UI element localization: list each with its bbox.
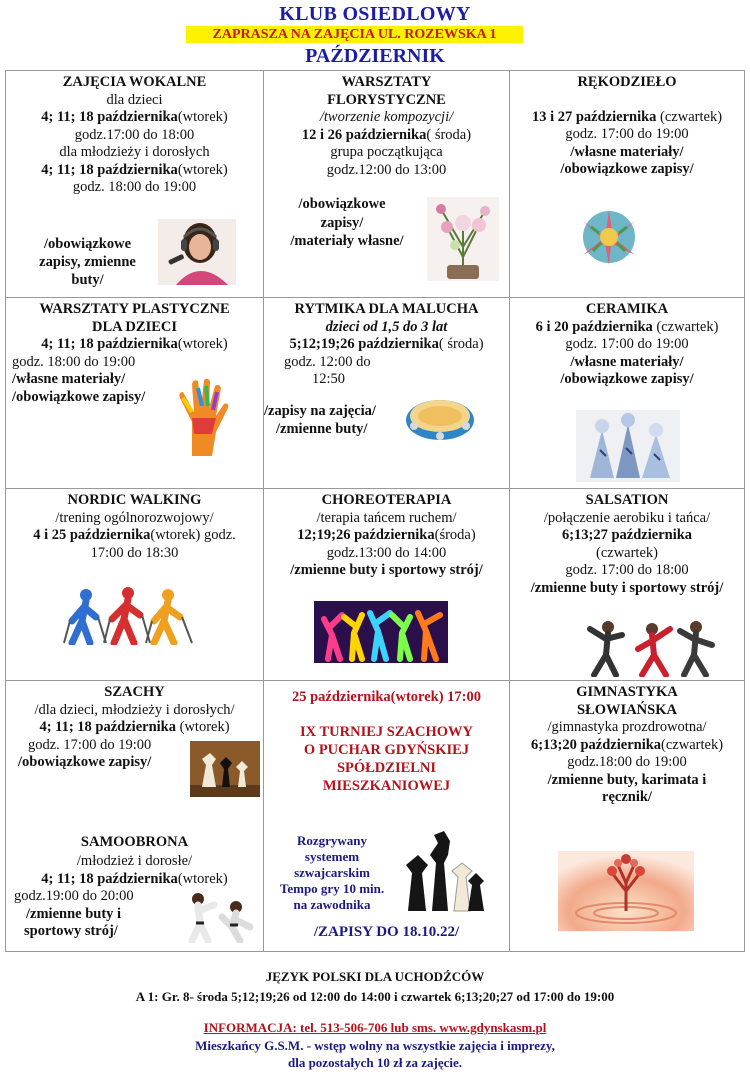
florystyczne-title-2: FLORYSTYCZNE bbox=[327, 91, 446, 108]
florystyczne-note: /obowiązkowe zapisy/ bbox=[298, 196, 386, 231]
language-course-schedule: A 1: Gr. 8- środa 5;12;19;26 od 12:00 do 14:00 i czwartek 6;13;20;27 od 17:00 do 19:00 bbox=[135, 989, 615, 1004]
tambourine-image bbox=[402, 390, 478, 444]
choreo-time: godz.13:00 do 14:00 bbox=[326, 544, 447, 561]
turniej-date: 25 października(wtorek) 17:00 bbox=[291, 689, 482, 705]
cell-plastyczne bbox=[6, 298, 264, 489]
wokalne-audience-kids: dla dzieci bbox=[106, 91, 163, 108]
rekodzielo-materials: /własne materiały/ bbox=[570, 143, 684, 160]
gimnastyka-dates: 6;13;20 października(czwartek) bbox=[530, 736, 724, 753]
gimnastyka-note: /zmienne buty, karimata i bbox=[547, 771, 707, 788]
samoobrona-title: SAMOOBRONA bbox=[80, 834, 189, 850]
rekodzielo-signup: /obowiązkowe zapisy/ bbox=[560, 161, 694, 177]
szachy-time: godz. 17:00 do 19:00 bbox=[28, 736, 152, 753]
free-entry-note: Mieszkańcy G.S.M. - wstęp wolny na wszystkie zajęcia i imprezy, bbox=[195, 1038, 555, 1053]
plastyczne-dates: 4; 11; 18 października(wtorek) bbox=[41, 336, 228, 352]
cell-salsation bbox=[510, 489, 745, 681]
wokalne-note: /obowiązkowe zapisy, zmienne buty/ bbox=[39, 236, 136, 288]
salsation-time: godz. 17:00 do 18:00 bbox=[565, 562, 689, 578]
painted-hand-image bbox=[172, 378, 230, 456]
chess-pieces-image bbox=[190, 741, 260, 797]
cell-szachy-samoobrona bbox=[6, 681, 264, 952]
szachy-signup: /obowiązkowe zapisy/ bbox=[18, 754, 152, 770]
fee-note: dla pozostałych 10 zł za zajęcie. bbox=[287, 1055, 462, 1070]
florystyczne-time: godz.12:00 do 13:00 bbox=[326, 161, 447, 178]
florystyczne-materials: /materiały własne/ bbox=[290, 233, 404, 249]
cell-florystyczne bbox=[264, 71, 510, 298]
turniej-rules: Rozgrywany systemem szwajcarskim Tempo gry 10 min. na zawodnika bbox=[279, 833, 385, 912]
plastyczne-title-2: DLA DZIECI bbox=[91, 318, 177, 335]
salsation-note: /zmienne buty i sportowy strój/ bbox=[530, 579, 724, 596]
plastyczne-details: godz. 18:00 do 19:00 /własne materiały/ /obowiązkowe zapisy/ bbox=[12, 353, 146, 405]
salsation-day: (czwartek) bbox=[596, 544, 658, 561]
wokalne-dates-adults: 4; 11; 18 października(wtorek) bbox=[41, 161, 228, 178]
ceramic-figures-image bbox=[576, 410, 680, 482]
chess-tournament-image bbox=[398, 827, 486, 913]
rekodzielo-title: RĘKODZIEŁO bbox=[577, 74, 677, 90]
ceramika-title: CERAMIKA bbox=[585, 301, 669, 317]
rekodzielo-dates: 13 i 27 października (czwartek) bbox=[531, 108, 723, 125]
nordic-walkers-image bbox=[50, 587, 200, 645]
cell-rytmika bbox=[264, 298, 510, 489]
ceramika-time: godz. 17:00 do 19:00 bbox=[565, 336, 689, 352]
cell-turniej bbox=[264, 681, 510, 952]
gimnastyka-time: godz.18:00 do 19:00 bbox=[567, 754, 687, 770]
rekodzielo-time: godz. 17:00 do 19:00 bbox=[565, 126, 689, 142]
paper-flower-image bbox=[569, 207, 649, 271]
wokalne-dates-kids: 4; 11; 18 października(wtorek) bbox=[41, 109, 228, 125]
wokalne-title: ZAJĘCIA WOKALNE bbox=[62, 74, 207, 90]
choreo-subtitle: /terapia tańcem ruchem/ bbox=[316, 509, 457, 526]
dancers-image bbox=[314, 601, 448, 663]
club-title: KLUB OSIEDLOWY bbox=[279, 3, 471, 25]
rytmika-dates: 5;12;19;26 października( środa) bbox=[289, 336, 484, 352]
choreo-dates: 12;19;26 października(środa) bbox=[297, 527, 476, 543]
rytmika-time: godz. 12:00 do 12:50 bbox=[284, 353, 371, 387]
cell-wokalne bbox=[6, 71, 264, 298]
language-course-title: JĘZYK POLSKI DLA UCHODŹCÓW bbox=[265, 969, 485, 984]
samoobrona-details: /młodzież i dorosłe/ 4; 11; 18 października(wtorek) godz.19:00 do 20:00 /zmienne buty i sportowy strój/ bbox=[14, 853, 228, 939]
salsation-dancers-image bbox=[582, 619, 722, 677]
florystyczne-dates: 12 i 26 października( środa) bbox=[301, 126, 472, 143]
self-defense-image bbox=[178, 887, 256, 943]
nordic-title: NORDIC WALKING bbox=[67, 492, 202, 508]
rytmika-note: /zapisy na zajęcia/ /zmienne buty/ bbox=[264, 403, 376, 437]
rytmika-age: dzieci od 1,5 do 3 lat bbox=[325, 318, 448, 335]
slavic-gymnastics-image bbox=[558, 851, 694, 931]
salsation-subtitle: /połączenie aerobiku i tańca/ bbox=[543, 509, 711, 526]
cell-ceramika bbox=[510, 298, 745, 489]
florystyczne-group: grupa początkująca bbox=[330, 144, 443, 160]
wokalne-time-adults: godz. 18:00 do 19:00 bbox=[72, 179, 197, 195]
ceramika-dates: 6 i 20 października (czwartek) bbox=[535, 318, 719, 335]
florystyczne-title: WARSZTATY bbox=[341, 74, 432, 90]
szachy-title: SZACHY bbox=[104, 684, 165, 700]
szachy-audience: /dla dzieci, młodzieży i dorosłych/ bbox=[34, 701, 235, 718]
month-title: PAŹDZIERNIK bbox=[305, 45, 445, 67]
singer-image bbox=[158, 219, 236, 285]
choreo-note: /zmienne buty i sportowy strój/ bbox=[290, 562, 483, 578]
gimnastyka-note-2: ręcznik/ bbox=[602, 789, 652, 805]
turniej-title: IX TURNIEJ SZACHOWY O PUCHAR GDYŃSKIEJ SPÓŁDZIELNI MIESZKANIOWEJ bbox=[300, 723, 473, 794]
turniej-signup: /ZAPISY DO 18.10.22/ bbox=[313, 924, 460, 940]
gimnastyka-title-2: SŁOWIAŃSKA bbox=[577, 701, 677, 718]
gimnastyka-title: GIMNASTYKA bbox=[576, 684, 678, 700]
ceramika-signup: /obowiązkowe zapisy/ bbox=[560, 371, 694, 387]
cell-nordic bbox=[6, 489, 264, 681]
wokalne-audience-adults: dla młodzieży i dorosłych bbox=[59, 144, 210, 160]
nordic-dates: 4 i 25 października(wtorek) godz. bbox=[33, 527, 236, 543]
plastyczne-title: WARSZTATY PLASTYCZNE bbox=[39, 301, 230, 317]
cell-rekodzielo bbox=[510, 71, 745, 298]
ceramika-materials: /własne materiały/ bbox=[570, 353, 684, 370]
flower-arrangement-image bbox=[427, 197, 499, 281]
cell-gimnastyka bbox=[510, 681, 745, 952]
nordic-time: 17:00 do 18:30 bbox=[90, 544, 179, 561]
schedule-grid bbox=[5, 70, 745, 952]
cell-choreo bbox=[264, 489, 510, 681]
rytmika-title: RYTMIKA DLA MALUCHA bbox=[294, 301, 479, 317]
choreo-title: CHOREOTERAPIA bbox=[321, 492, 452, 508]
invite-banner: ZAPRASZA NA ZAJĘCIA UL. ROZEWSKA 1 bbox=[186, 26, 523, 43]
wokalne-time-kids: godz.17:00 do 18:00 bbox=[74, 126, 195, 143]
szachy-dates: 4; 11; 18 października (wtorek) bbox=[39, 719, 230, 735]
contact-info: INFORMACJA: tel. 513-506-706 lub sms. www.gdynskasm.pl bbox=[203, 1020, 547, 1035]
salsation-dates: 6;13;27 października bbox=[561, 527, 693, 543]
salsation-title: SALSATION bbox=[585, 492, 669, 508]
gimnastyka-subtitle: /gimnastyka prozdrowotna/ bbox=[547, 719, 707, 735]
florystyczne-subtitle: /tworzenie kompozycji/ bbox=[319, 109, 454, 125]
nordic-subtitle: /trening ogólnorozwojowy/ bbox=[55, 509, 214, 526]
